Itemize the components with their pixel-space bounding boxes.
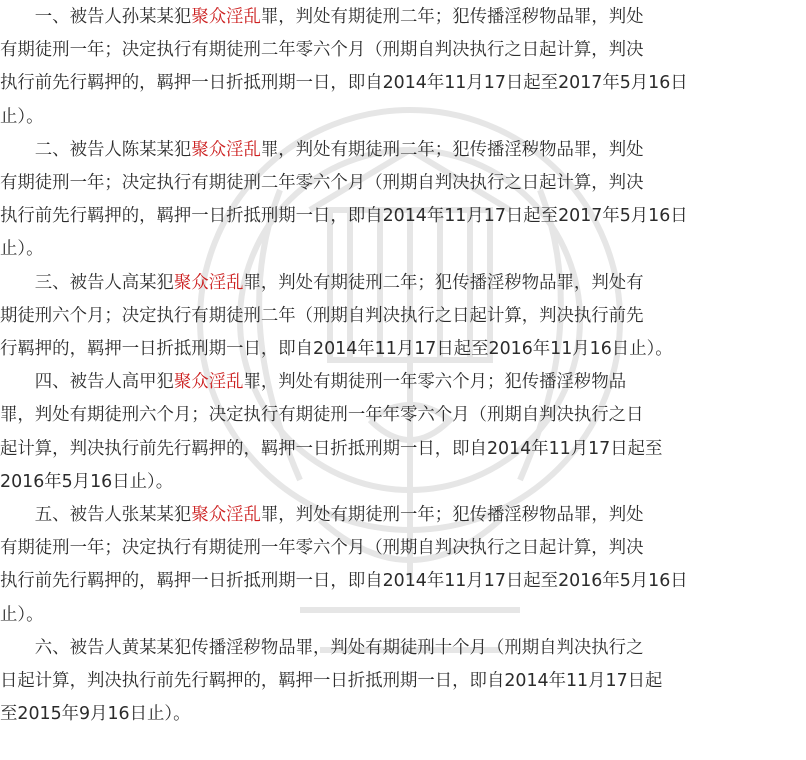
text-line — [0, 466, 806, 499]
text-segment: 有期徒刑一年；决定执行有期徒刑一年零六个月（刑期自判决执行之日起计算，判决 — [0, 538, 644, 559]
text-segment: 执行前先行羁押的，羁押一日折抵刑期一日，即自2014年11月17日起至2017年5月16日 — [0, 206, 688, 227]
text-segment: 日起计算，判决执行前先行羁押的，羁押一日折抵刑期一日，即自2014年11月17日起 — [0, 671, 663, 691]
text-segment: 四、被告人高甲犯 — [0, 372, 174, 393]
text-line — [0, 632, 806, 665]
highlighted-term: 聚众淫乱 — [191, 7, 261, 27]
text-segment: 罪，判处有期徒刑一年零六个月；犯传播淫秽物品 — [243, 372, 627, 393]
text-line — [0, 167, 806, 200]
text-segment: 执行前先行羁押的，羁押一日折抵刑期一日，即自2014年11月17日起至2017年5月16日 — [0, 73, 688, 94]
text-segment: 期徒刑六个月；决定执行有期徒刑二年（刑期自判决执行之日起计算，判决执行前先 — [0, 305, 644, 326]
text-segment: 罪，判处有期徒刑六个月；决定执行有期徒刑一年年零六个月（刑期自判决执行之日 — [0, 405, 644, 426]
text-segment: 止）。 — [0, 604, 44, 625]
text-line — [0, 1, 806, 34]
text-line — [0, 665, 806, 698]
text-segment: 执行前先行羁押的，羁押一日折抵刑期一日，即自2014年11月17日起至2016年5月16日 — [0, 571, 688, 592]
text-segment: 起计算，判决执行前先行羁押的，羁押一日折抵刑期一日，即自2014年11月17日起至 — [0, 438, 663, 459]
text-segment: 五、被告人张某某犯 — [0, 505, 192, 525]
text-segment: 罪，判处有期徒刑二年；犯传播淫秽物品罪，判处 — [260, 139, 644, 160]
text-line — [0, 366, 806, 399]
highlighted-term: 聚众淫乱 — [173, 372, 244, 393]
text-segment: 止）。 — [0, 239, 44, 260]
text-segment: 三、被告人高某犯 — [0, 272, 174, 293]
text-segment: 至2015年9月16日止）。 — [0, 704, 191, 725]
text-line — [0, 599, 806, 632]
text-segment: 罪，判处有期徒刑二年；犯传播淫秽物品罪，判处有 — [243, 272, 644, 293]
text-line — [0, 200, 806, 233]
text-line — [0, 267, 806, 300]
text-line — [0, 101, 806, 134]
text-segment: 有期徒刑一年；决定执行有期徒刑二年零六个月（刑期自判决执行之日起计算，判决 — [0, 40, 644, 61]
highlighted-term: 聚众淫乱 — [191, 505, 261, 525]
text-segment: 一、被告人孙某某犯 — [0, 7, 192, 27]
text-line — [0, 532, 806, 565]
text-line — [0, 333, 806, 366]
text-segment: 2016年5月16日止）。 — [0, 471, 174, 492]
text-segment: 行羁押的，羁押一日折抵刑期一日，即自2014年11月17日起至2016年11月16日止）。 — [0, 339, 673, 359]
text-line — [0, 233, 806, 266]
text-segment: 罪，判处有期徒刑二年；犯传播淫秽物品罪，判处 — [260, 7, 644, 27]
text-line — [0, 34, 806, 67]
text-line — [0, 698, 806, 731]
text-segment: 二、被告人陈某某犯 — [0, 139, 192, 160]
text-segment: 有期徒刑一年；决定执行有期徒刑二年零六个月（刑期自判决执行之日起计算，判决 — [0, 173, 644, 193]
highlighted-term: 聚众淫乱 — [173, 272, 244, 293]
text-line — [0, 399, 806, 432]
text-line — [0, 565, 806, 598]
text-segment: 罪，判处有期徒刑一年；犯传播淫秽物品罪，判处 — [260, 505, 644, 525]
text-line — [0, 433, 806, 466]
text-line — [0, 300, 806, 333]
text-line — [0, 499, 806, 532]
text-line — [0, 67, 806, 100]
highlighted-term: 聚众淫乱 — [191, 139, 261, 160]
text-segment: 六、被告人黄某某犯传播淫秽物品罪，判处有期徒刑十个月（刑期自判决执行之 — [0, 637, 644, 658]
text-segment: 止）。 — [0, 106, 44, 127]
text-line — [0, 134, 806, 167]
